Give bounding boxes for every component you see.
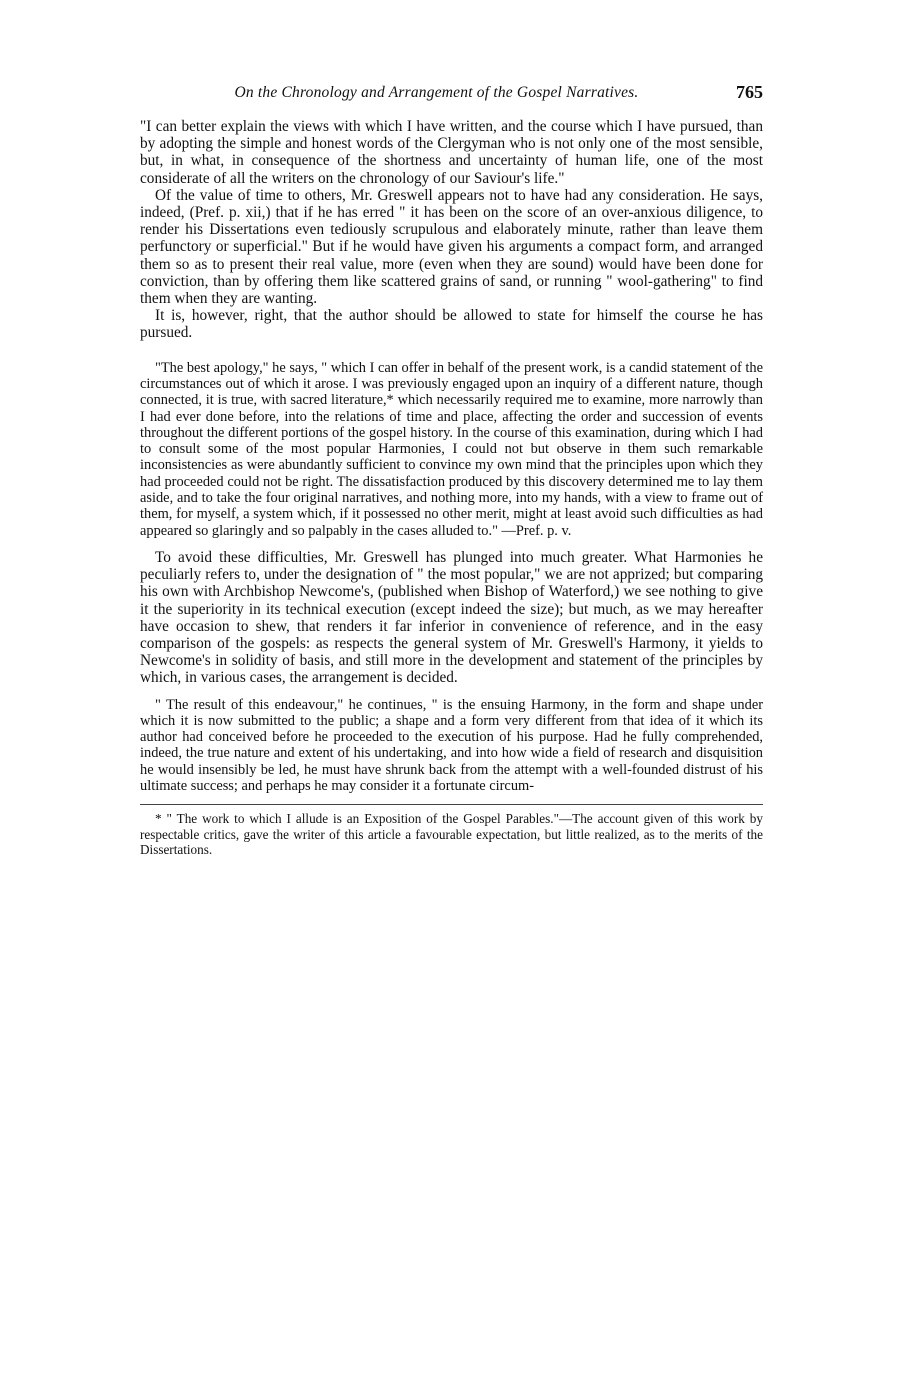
block-quote-result: [140, 697, 763, 795]
paragraph-author-course: It is, however, right, that the author should be allowed to state for himself the course he has pursued.: [140, 307, 763, 342]
document-page: [0, 84, 897, 1384]
footnote-divider: [140, 804, 763, 805]
paragraph-value-of-time: Of the value of time to others, Mr. Greswell appears not to have had any consideration. He says, indeed, (Pref. p. xii,) that if he has erred " it has been on the score of an over-anxious diligence, to render his Dissertations even tediously scrupulous and elaborately minute, rather than leave them perfunctory or superficial." But if he would have given his arguments a compact form, and arranged them so as to present their real value, more (even when they are sound) would have been done for conviction, than by offering them like scattered grains of sand, or running " wool-gathering" to find them when they are wanting.: [140, 186, 763, 308]
page-header: [140, 84, 763, 114]
body-text-top: [140, 118, 763, 342]
block-quote-apology: [140, 360, 763, 539]
paragraph-difficulties: To avoid these difficulties, Mr. Greswell has plunged into much greater. What Harmonies he peculiarly refers to, under the designation of " the most popular," we are not apprized; but comparing his own with Archbishop Newcome's, (published when Bishop of Waterford,) we see nothing to give it the superiority in its technical execution (except indeed the size); but much, as we may hereafter have occasion to shew, that renders it far inferior in convenience of reference, and in the easy comparison of the gospels: as respects the general system of Mr. Greswell's Harmony, it yields to Newcome's in solidity of basis, and still more in the development and statement of the principles by which, in various cases, the arrangement is decided.: [140, 548, 763, 687]
page-number: 765: [736, 82, 763, 102]
quote-apology-text: "The best apology," he says, " which I can offer in behalf of the present work, is a candid statement of the circumstances out of which it arose. I was previously engaged upon an inquiry of a different nature, though connected, it is true, with sacred literature,* which necessarily required me to examine, more narrowly than I had ever done before, into the relations of time and place, affecting the order and succession of events throughout the different portions of the gospel history. In the course of this examination, during which I had to consult some of the most popular Harmonies, I could not but observe in them such remarkable inconsistencies as were abundantly sufficient to convince my own mind that the principles upon which they had proceeded could not be right. The dissatisfaction produced by this discovery determined me to lay them aside, and to take the four original narratives, and nothing more, into my hands, with a view to frame out of them, for myself, a system which, if it possessed no other merit, might at least avoid such difficulties as had appeared so glaringly and so palpably in the cases alluded to." —Pref. p. v.: [140, 359, 763, 539]
body-text-middle: [140, 549, 763, 687]
paragraph-quote-continuation: "I can better explain the views with which I have written, and the course which I have pursued, than by adopting the simple and honest words of the Clergyman who is not only one of the most sensible, but, in what, in consequence of the shortness and uncertainty of human life, one of the most considerate of all the writers on the chronology of our Saviour's life.": [140, 118, 763, 187]
quote-result-text: " The result of this endeavour," he continues, " is the ensuing Harmony, in the form and shape under which it is now submitted to the public; a shape and a form very different from that idea of it which its author had conceived before he proceeded to the execution of his purpose. Had he fully comprehended, indeed, the true nature and extent of his undertaking, and into how wide a field of research and disquisition he would insensibly be led, he must have shrunk back from the attempt with a well-founded distrust of his ultimate success; and perhaps he may consider it a fortunate circum-: [140, 696, 763, 795]
footnote: * " The work to which I allude is an Exposition of the Gospel Parables."—The account given of this work by respectable critics, gave the writer of this article a favourable expectation, but little realized, as to the merits of the Dissertations.: [140, 811, 763, 857]
running-title: On the Chronology and Arrangement of the Gospel Narratives.: [234, 84, 639, 101]
